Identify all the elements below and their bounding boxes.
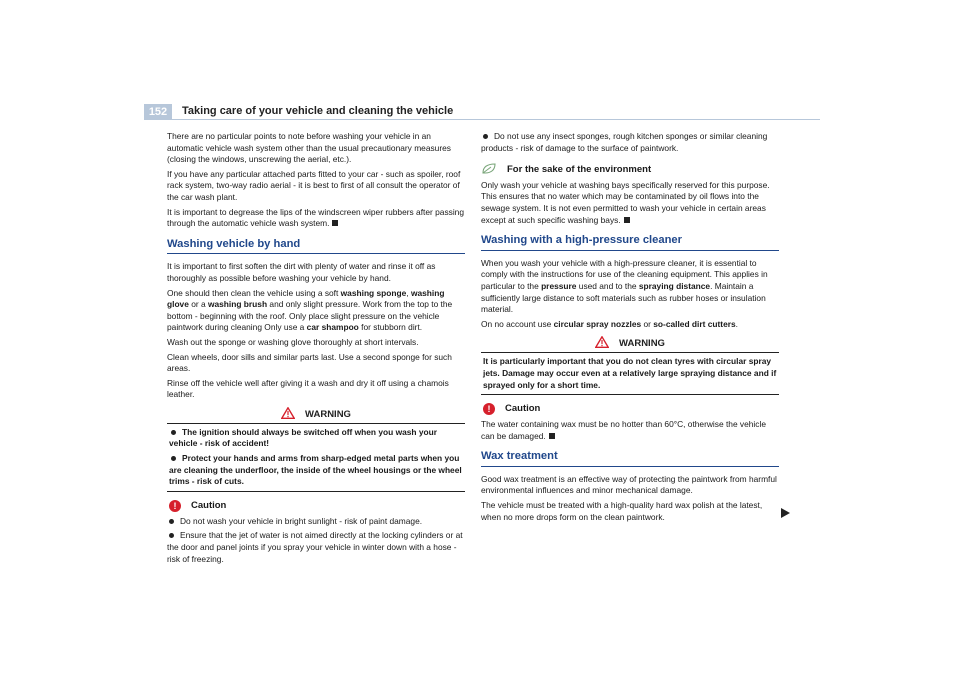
intro-paragraph-3: It is important to degrease the lips of the windscreen wiper rubbers after passing through the automatic vehicle wash system. <box>167 206 465 229</box>
caution-icon: ! <box>169 500 181 512</box>
warning-triangle-icon <box>281 407 295 419</box>
warning-body: It is particularly important that you do not clean tyres with circular spray jets. Damage may occur even at a relatively large spraying distance and if sprayed only for a short time. <box>483 356 777 390</box>
hp-paragraph-2: On no account use circular spray nozzles or so-called dirt cutters. <box>481 318 738 329</box>
hand-paragraph-2: One should then clean the vehicle using a soft washing sponge, washing glove or a washing brush and only slight pressure. Work from the top to the bottom - beginning with the roof. Only place slight pressure on the vehicle paintwork during cleaning Only use a car shampoo for stubborn dirt. <box>167 287 453 333</box>
environment-text: Only wash your vehicle at washing bays specifically reserved for this purpose. This ensures that no water which may be contaminated by oil flows into the sewage system. It is not even permitted to wash your vehicle in certain areas except at such specific washing bays. <box>481 179 770 225</box>
caution-item: Do not wash your vehicle in bright sunlight - risk of paint damage. <box>167 516 465 528</box>
wax-paragraph-1: Good wax treatment is an effective way of protecting the paintwork from harmful environmental influences and minor mechanical damage. <box>481 473 777 496</box>
section-heading-high-pressure: Washing with a high-pressure cleaner <box>481 235 779 251</box>
warning-box <box>167 407 465 492</box>
bullet-icon <box>169 533 174 538</box>
intro-paragraph-2: If you have any particular attached parts fitted to your car - such as spoiler, roof rack system, two-way radio aerial - it is best to first of all consult the operator of the car wash plant. <box>167 168 461 202</box>
environment-header: For the sake of the environment <box>481 162 779 176</box>
hand-paragraph-4: Clean wheels, door sills and similar parts last. Use a second sponge for such areas. <box>167 351 452 374</box>
warning-body <box>167 424 465 491</box>
hand-paragraph-1: It is important to first soften the dirt with plenty of water and rinse it off as thoroughly as possible before washing your vehicle by hand. <box>167 261 436 283</box>
warning-triangle-icon <box>595 336 609 348</box>
warning-item: Protect your hands and arms from sharp-edged metal parts when you are cleaning the underfloor, the inside of the wheel housings or the wheel trims - risk of cuts. <box>169 453 462 487</box>
caution-text: The water containing wax must be no hotter than 60°C, otherwise the vehicle can be damaged. <box>481 419 766 441</box>
end-of-section-icon <box>549 433 555 439</box>
bullet-icon <box>171 430 176 435</box>
warning-item: The ignition should always be switched off when you wash your vehicle - risk of accident! <box>169 426 437 449</box>
warning-header: WARNING <box>167 407 465 424</box>
chapter-title: Taking care of your vehicle and cleaning the vehicle <box>182 105 454 117</box>
section-heading-hand-wash: Washing vehicle by hand <box>167 239 465 255</box>
warning-header: WARNING <box>481 336 779 353</box>
end-of-section-icon <box>332 220 338 226</box>
continue-arrow-icon <box>781 508 790 518</box>
bullet-icon <box>169 519 174 524</box>
bullet-icon <box>171 456 176 461</box>
right-column <box>481 131 779 526</box>
caution-item: Ensure that the jet of water is not aimed directly at the locking cylinders or at the door and panel joints if you spray your vehicle in winter down with a hose - risk of freezing. <box>167 530 463 564</box>
hand-paragraph-3: Wash out the sponge or washing glove thoroughly at short intervals. <box>167 336 419 347</box>
end-of-section-icon <box>624 217 630 223</box>
header-rule <box>172 119 820 120</box>
warning-box <box>481 336 779 395</box>
page-header <box>140 104 820 120</box>
caution-header: ! Caution <box>167 500 465 512</box>
wax-paragraph-2: The vehicle must be treated with a high-quality hard wax polish at the latest, when no more drops form on the clean paintwork. <box>481 500 763 522</box>
paint-damage-bullet: Do not use any insect sponges, rough kitchen sponges or similar cleaning products - risk of damage to the surface of paintwork. <box>481 131 768 153</box>
environment-leaf-icon <box>481 162 497 175</box>
caution-header: ! Caution <box>481 403 779 415</box>
hp-paragraph-1: When you wash your vehicle with a high-pressure cleaner, it is essential to comply with the instructions for use of the cleaning equipment. This applies in particular to the pressure used and to the spraying distance. Maintain a sufficiently large distance to soft materials such as rubber hoses or insulation material. <box>481 257 768 315</box>
page-number: 152 <box>144 104 172 120</box>
intro-paragraph-1: There are no particular points to note before washing your vehicle in an automatic vehicle wash system other than the usual precautionary measures (closing the windows, unscrewing the aerial, etc.). <box>167 131 451 165</box>
left-column <box>167 131 465 568</box>
caution-icon: ! <box>483 403 495 415</box>
section-heading-wax: Wax treatment <box>481 451 779 467</box>
bullet-icon <box>483 134 488 139</box>
hand-paragraph-5: Rinse off the vehicle well after giving it a wash and dry it off using a chamois leather. <box>167 377 449 400</box>
